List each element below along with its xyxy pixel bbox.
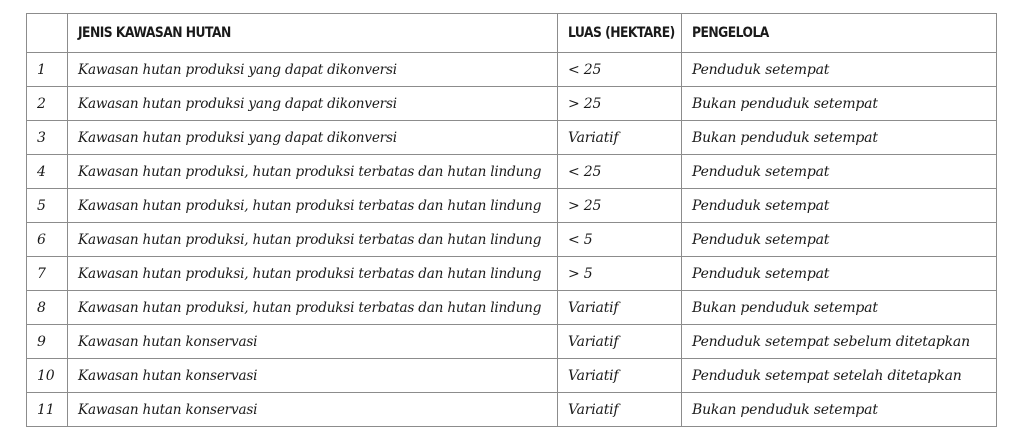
table-body <box>27 53 997 427</box>
forest-type-cell: Kawasan hutan produksi, hutan produksi terbatas dan hutan lindung <box>68 223 558 257</box>
row-number: 11 <box>27 393 68 427</box>
header-forest-type: JENIS KAWASAN HUTAN <box>68 14 558 53</box>
area-cell: < 5 <box>558 223 682 257</box>
table-row <box>27 223 997 257</box>
forest-type-cell: Kawasan hutan produksi, hutan produksi terbatas dan hutan lindung <box>68 155 558 189</box>
row-number: 7 <box>27 257 68 291</box>
area-cell: < 25 <box>558 53 682 87</box>
forest-area-table <box>26 13 997 427</box>
area-cell: Variatif <box>558 325 682 359</box>
row-number: 4 <box>27 155 68 189</box>
row-number: 2 <box>27 87 68 121</box>
row-number: 10 <box>27 359 68 393</box>
area-cell: < 25 <box>558 155 682 189</box>
row-number: 3 <box>27 121 68 155</box>
forest-type-cell: Kawasan hutan konservasi <box>68 325 558 359</box>
forest-type-cell: Kawasan hutan produksi yang dapat dikonversi <box>68 53 558 87</box>
table-row <box>27 121 997 155</box>
forest-type-cell: Kawasan hutan konservasi <box>68 359 558 393</box>
area-cell: Variatif <box>558 393 682 427</box>
header-number <box>27 14 68 53</box>
table-row <box>27 325 997 359</box>
manager-cell: Bukan penduduk setempat <box>682 87 997 121</box>
table-row <box>27 291 997 325</box>
row-number: 1 <box>27 53 68 87</box>
forest-type-cell: Kawasan hutan produksi yang dapat dikonversi <box>68 87 558 121</box>
manager-cell: Penduduk setempat <box>682 189 997 223</box>
header-row <box>27 14 997 53</box>
manager-cell: Penduduk setempat <box>682 155 997 189</box>
row-number: 5 <box>27 189 68 223</box>
manager-cell: Bukan penduduk setempat <box>682 393 997 427</box>
forest-type-cell: Kawasan hutan produksi, hutan produksi terbatas dan hutan lindung <box>68 291 558 325</box>
row-number: 6 <box>27 223 68 257</box>
manager-cell: Penduduk setempat sebelum ditetapkan <box>682 325 997 359</box>
forest-type-cell: Kawasan hutan konservasi <box>68 393 558 427</box>
area-cell: > 25 <box>558 87 682 121</box>
table-row <box>27 359 997 393</box>
manager-cell: Penduduk setempat <box>682 223 997 257</box>
manager-cell: Penduduk setempat setelah ditetapkan <box>682 359 997 393</box>
area-cell: Variatif <box>558 359 682 393</box>
table-row <box>27 53 997 87</box>
table-row <box>27 87 997 121</box>
forest-type-cell: Kawasan hutan produksi, hutan produksi terbatas dan hutan lindung <box>68 189 558 223</box>
table-row <box>27 189 997 223</box>
row-number: 8 <box>27 291 68 325</box>
manager-cell: Bukan penduduk setempat <box>682 121 997 155</box>
area-cell: > 5 <box>558 257 682 291</box>
manager-cell: Bukan penduduk setempat <box>682 291 997 325</box>
forest-type-cell: Kawasan hutan produksi yang dapat dikonversi <box>68 121 558 155</box>
area-cell: Variatif <box>558 121 682 155</box>
header-manager: PENGELOLA <box>682 14 997 53</box>
table-row <box>27 155 997 189</box>
header-area-hectare: LUAS (HEKTARE) <box>558 14 682 53</box>
area-cell: > 25 <box>558 189 682 223</box>
table-row <box>27 393 997 427</box>
manager-cell: Penduduk setempat <box>682 257 997 291</box>
manager-cell: Penduduk setempat <box>682 53 997 87</box>
area-cell: Variatif <box>558 291 682 325</box>
row-number: 9 <box>27 325 68 359</box>
table-row <box>27 257 997 291</box>
forest-type-cell: Kawasan hutan produksi, hutan produksi terbatas dan hutan lindung <box>68 257 558 291</box>
table-header <box>27 14 997 53</box>
